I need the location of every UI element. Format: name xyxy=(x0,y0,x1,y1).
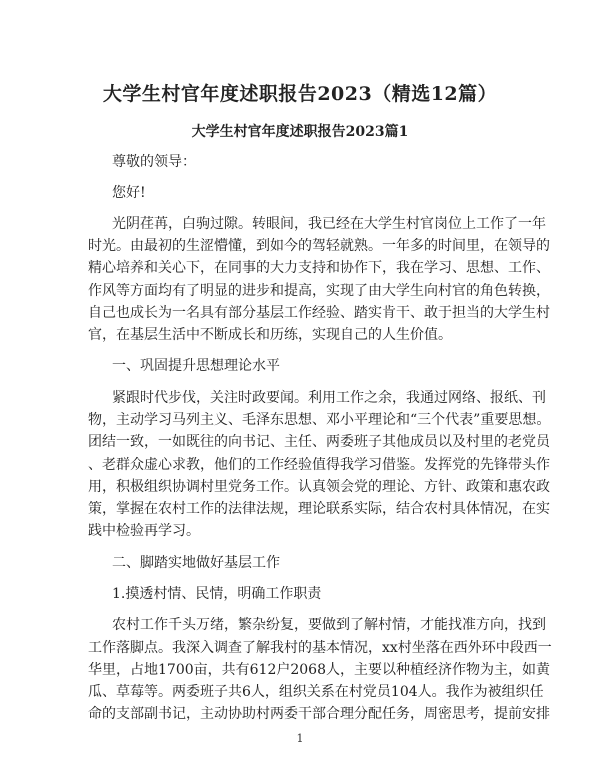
paragraph-line: 用，积极组织协调村里党务工作。认真领会党的理论、方针、政策和惠农政 xyxy=(88,478,550,495)
paragraph-line: 物，主动学习马列主义、毛泽东思想、邓小平理论和“三个代表”重要思想。 xyxy=(88,412,551,429)
paragraph-line: 农村工作千头万绪，繁杂纷复，要做到了解村情，才能找准方向，找到 xyxy=(112,617,546,634)
paragraph-line: 团结一致，一如既往的向书记、主任、两委班子其他成员以及村里的老党员 xyxy=(88,434,550,451)
paragraph-line: 、老群众虚心求教，他们的工作经验值得我学习借鉴。发挥党的先锋带头作 xyxy=(88,456,550,473)
paragraph-line: 光阴荏苒，白驹过隙。转眼间，我已经在大学生村官岗位上工作了一年 xyxy=(112,215,546,232)
document-title: 大学生村官年度述职报告2023（精选12篇） xyxy=(102,82,498,105)
paragraph-line: 工作落脚点。我深入调查了解我村的基本情况，xx村坐落在西外环中段西一 xyxy=(88,639,552,656)
section-title: 大学生村官年度述职报告2023篇1 xyxy=(191,124,409,141)
paragraph-line: 华里，占地1700亩，共有612户2068人，主要以种植经济作物为主，如黄 xyxy=(88,661,550,678)
paragraph-line: 策，掌握在农村工作的法律法规，理论联系实际，结合农村具体情况，在实 xyxy=(88,500,550,517)
paragraph-line: 命的支部副书记，主动协助村两委干部合理分配任务，周密思考，提前安排 xyxy=(88,706,550,723)
salutation: 您好! xyxy=(112,184,146,201)
paragraph-line: 时光。由最初的生涩懵懂，到如今的驾轻就熟。一年多的时间里，在领导的 xyxy=(88,238,550,255)
paragraph-line: 作风等方面均有了明显的进步和提高，实现了由大学生向村官的角色转换， xyxy=(88,282,550,299)
page-number: 1 xyxy=(296,732,304,745)
section-heading: 二、脚踏实地做好基层工作 xyxy=(112,554,280,571)
paragraph-line: 自己也成长为一名具有部分基层工作经验、踏实肯干、敢于担当的大学生村 xyxy=(88,304,550,321)
paragraph-line: 践中检验再学习。 xyxy=(88,523,200,540)
paragraph-line: 瓜、草莓等。两委班子共6人，组织关系在村党员104人。我作为被组织任 xyxy=(88,684,544,701)
section-heading: 一、巩固提升思想理论水平 xyxy=(112,358,280,375)
paragraph-line: 精心培养和关心下，在同事的大力支持和协作下，我在学习、思想、工作、 xyxy=(88,260,550,277)
paragraph-line: 官，在基层生活中不断成长和历练，实现自己的人生价值。 xyxy=(88,327,452,344)
paragraph-line: 紧跟时代步伐，关注时政要闻。利用工作之余，我通过网络、报纸、刊 xyxy=(112,389,546,406)
subsection-heading: 1.摸透村情、民情，明确工作职责 xyxy=(112,585,322,602)
greeting: 尊敬的领导： xyxy=(112,154,196,171)
